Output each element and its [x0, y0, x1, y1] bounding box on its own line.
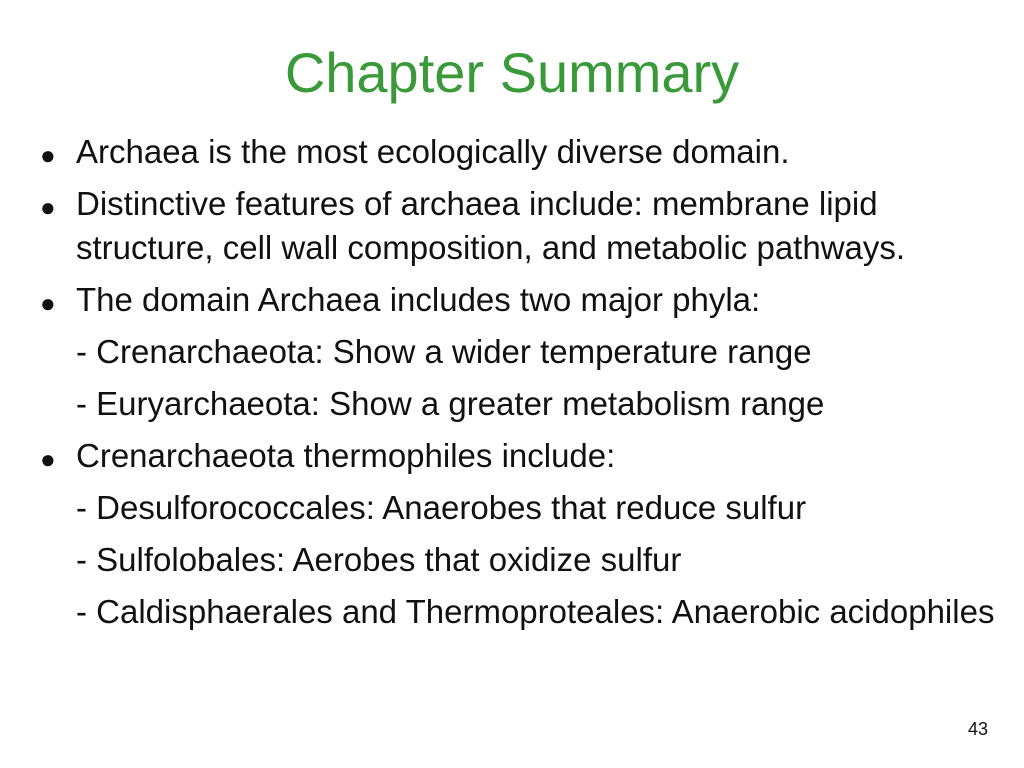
bullet-item [40, 182, 1000, 270]
bullet-icon: ● [40, 192, 56, 222]
sub-item [40, 538, 1000, 582]
bullet-text: Distinctive features of archaea include: membrane lipid structure, cell wall composition, and metabolic pathways. [76, 185, 906, 266]
bullet-icon: ● [40, 444, 56, 474]
sub-item-text: - Caldisphaerales and Thermoproteales: Anaerobic acidophiles [76, 593, 995, 630]
sub-item-text: - Euryarchaeota: Show a greater metabolism range [76, 385, 825, 422]
sub-item-text: - Sulfolobales: Aerobes that oxidize sulfur [76, 541, 682, 578]
sub-item [40, 330, 1000, 374]
page-number: 43 [967, 719, 988, 739]
sub-item [40, 590, 1000, 634]
bullet-item [40, 434, 1000, 478]
slide-body [40, 130, 1000, 634]
sub-item-text: - Crenarchaeota: Show a wider temperature range [76, 333, 812, 370]
sub-item-text: - Desulforococcales: Anaerobes that reduce sulfur [76, 489, 807, 526]
bullet-text: Crenarchaeota thermophiles include: [76, 437, 616, 474]
sub-item [40, 382, 1000, 426]
bullet-item [40, 278, 1000, 322]
bullet-text: Archaea is the most ecologically diverse domain. [76, 133, 790, 170]
sub-item [40, 486, 1000, 530]
slide-title: Chapter Summary [284, 41, 740, 104]
bullet-icon: ● [40, 140, 56, 170]
bullet-text: The domain Archaea includes two major phyla: [76, 281, 761, 318]
bullet-icon: ● [40, 288, 56, 318]
bullet-item [40, 130, 1000, 174]
